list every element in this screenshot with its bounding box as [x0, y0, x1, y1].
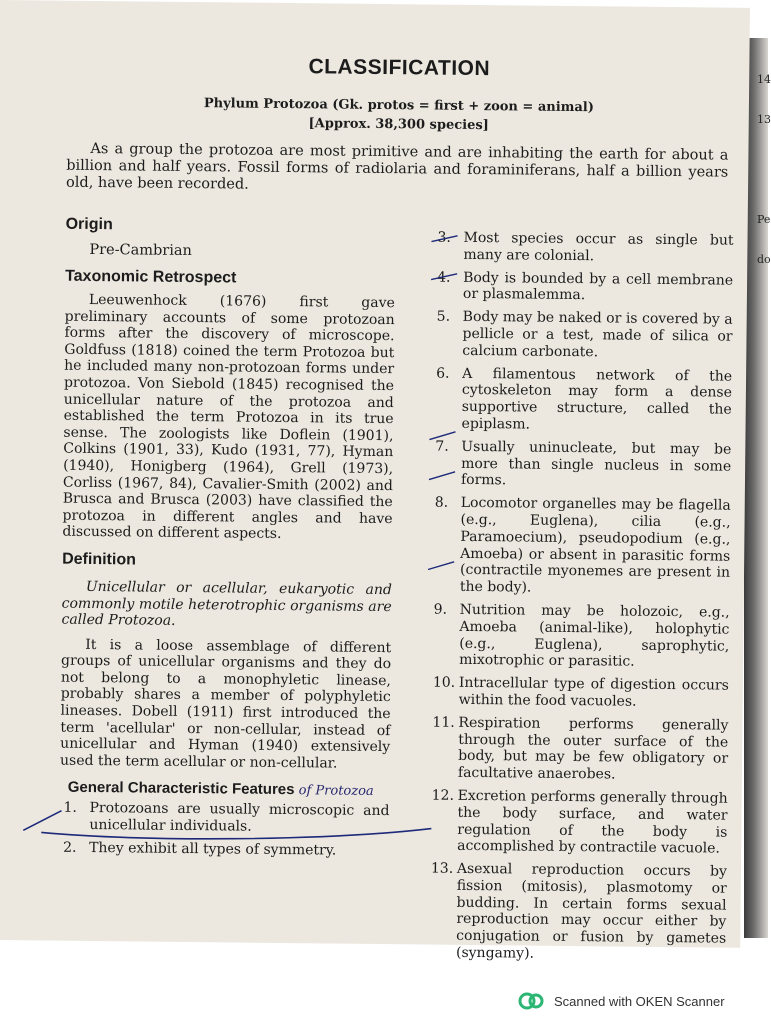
scanner-text: Scanned with OKEN Scanner [554, 993, 725, 1009]
list-item [431, 365, 732, 435]
item-text: Respiration performs generally through the outer surface of the body, but may be few obligatory or facultative anaerobes. [457, 714, 729, 783]
origin-heading: Origin [65, 215, 113, 234]
item-number: 13. [430, 860, 454, 877]
list-item [428, 714, 729, 784]
adjacent-page-edge [757, 60, 769, 280]
edge-number: do [757, 253, 771, 266]
item-number: 4. [437, 269, 451, 286]
left-column [59, 216, 396, 866]
item-number: 12. [431, 787, 455, 804]
features-list-left [59, 800, 390, 860]
handwritten-annotation: of Protozoa [298, 783, 374, 800]
item-text: They exhibit all types of symmetry. [89, 840, 337, 859]
item-text: Asexual reproduction occurs by fission (mitosis), plasmotomy or budding. In certain forms sexual reproduction may occur either by conjugation or fusion by gametes (syngamy). [455, 860, 727, 962]
item-number: 8. [434, 494, 449, 511]
item-number: 2. [63, 839, 77, 856]
definition-heading: Definition [62, 550, 136, 569]
item-number: 5. [436, 308, 451, 325]
item-text: Usually uninucleate, but may be more than single nucleus in some forms. [460, 438, 732, 489]
list-item [432, 309, 733, 363]
phylum-line: Phylum Protozoa (Gk. protos = first + zoon = animal) [203, 96, 595, 116]
list-item [59, 840, 389, 860]
intro-paragraph: As a group the protozoa are most primitive and are inhabiting the earth for about a billion and half years. Fossil forms of radiolaria and foraminiferans, half a billion years old, have been recorded. [66, 140, 729, 193]
list-item [429, 601, 730, 671]
item-text: Intracellular type of digestion occurs within the food vacuoles. [458, 674, 729, 710]
item-number: 7. [435, 438, 449, 455]
item-number: 11. [432, 714, 455, 731]
item-number: 10. [432, 674, 456, 691]
edge-number: Pe [757, 213, 771, 226]
list-item [429, 675, 729, 712]
features-heading-text: General Characteristic Features [67, 779, 295, 799]
page-title: CLASSIFICATION [308, 55, 491, 81]
features-list-right [426, 230, 734, 965]
features-heading [68, 779, 390, 799]
list-item [427, 787, 728, 857]
item-text: Locomotor organelles may be flagella (e.g., Euglena), cilia (e.g., Paramoecium), pseudopodium (e.g., Amoeba) or absent in parasitic forms (contractile myonemes are present in the body). [459, 495, 731, 596]
list-item [433, 269, 733, 306]
list-item [426, 861, 727, 965]
item-text: Body may be naked or is covered by a pellicle or a test, made of silica or calcium carbonate. [462, 309, 733, 361]
scanner-watermark [518, 992, 725, 1010]
item-text: Body is bounded by a cell membrane or plasmalemma. [462, 269, 734, 304]
edge-number: 13 [757, 113, 771, 126]
item-text: Excretion performs generally through the body surface, and water regulation of the body is accomplished by contractile vacuole. [457, 787, 728, 857]
retrospect-paragraph: Leeuwenhock (1676) first gave preliminary accounts of some protozoan forms after the discovery of microscope. Goldfuss (1818) coined the term Protozoa but he included many non-protozoan forms under protozoa. Von Siebold (1845) recognised the unicellular nature of the protozoa and established the term Protozoa in its true sense. The zoologists like Doflein (1901), Colkins (1901, 33), Kudo (1931, 77), Hyman (1940), Honigberg (1964), Grell (1973), Corliss (1967, 84), Cavalier-Smith (2002) and Brusca and Brusca (2003) have classified the protozoa in different angles and have discussed on different aspects. [62, 291, 395, 543]
list-item [433, 230, 733, 267]
item-text: A filamentous network of the cytoskeleton may form a dense supportive structure, called the epiplasm. [461, 365, 733, 433]
assemblage-paragraph: It is a loose assemblage of different groups of unicellular organisms and they do not belong to a monophyletic linease, probably shares a member of polyphyletic lineases. Dobell (1911) first introduced the term 'acellular' or non-cellular, instead of unicellular and Hyman (1940) extensively used the term acellular or non-cellular. [59, 636, 392, 772]
list-item [430, 495, 731, 599]
list-item [59, 800, 389, 837]
item-number: 3. [437, 229, 451, 246]
list-item [431, 438, 732, 492]
item-number: 1. [63, 800, 77, 817]
item-number: 6. [436, 365, 450, 382]
item-text: Most species occur as single but many are colonial. [463, 229, 734, 265]
definition-paragraph: Unicellular or acellular, eukaryotic and commonly motile heterotrophic organisms are called Protozoa. [61, 578, 392, 629]
page-subtitle [179, 94, 619, 137]
edge-number: 14 [757, 73, 771, 86]
item-text: Protozoans are usually microscopic and unicellular individuals. [89, 800, 390, 835]
item-number: 9. [433, 601, 448, 618]
origin-value: Pre-Cambrian [89, 241, 192, 260]
oken-logo-icon [518, 992, 544, 1010]
right-column [426, 230, 734, 971]
item-text: Nutrition may be holozoic, e.g., Amoeba (animal-like), holophytic (e.g., Euglena), saprophytic, mixotrophic or parasitic. [459, 601, 730, 671]
species-count-line: [Approx. 38,300 species] [308, 116, 489, 134]
retrospect-heading: Taxonomic Retrospect [65, 267, 237, 287]
